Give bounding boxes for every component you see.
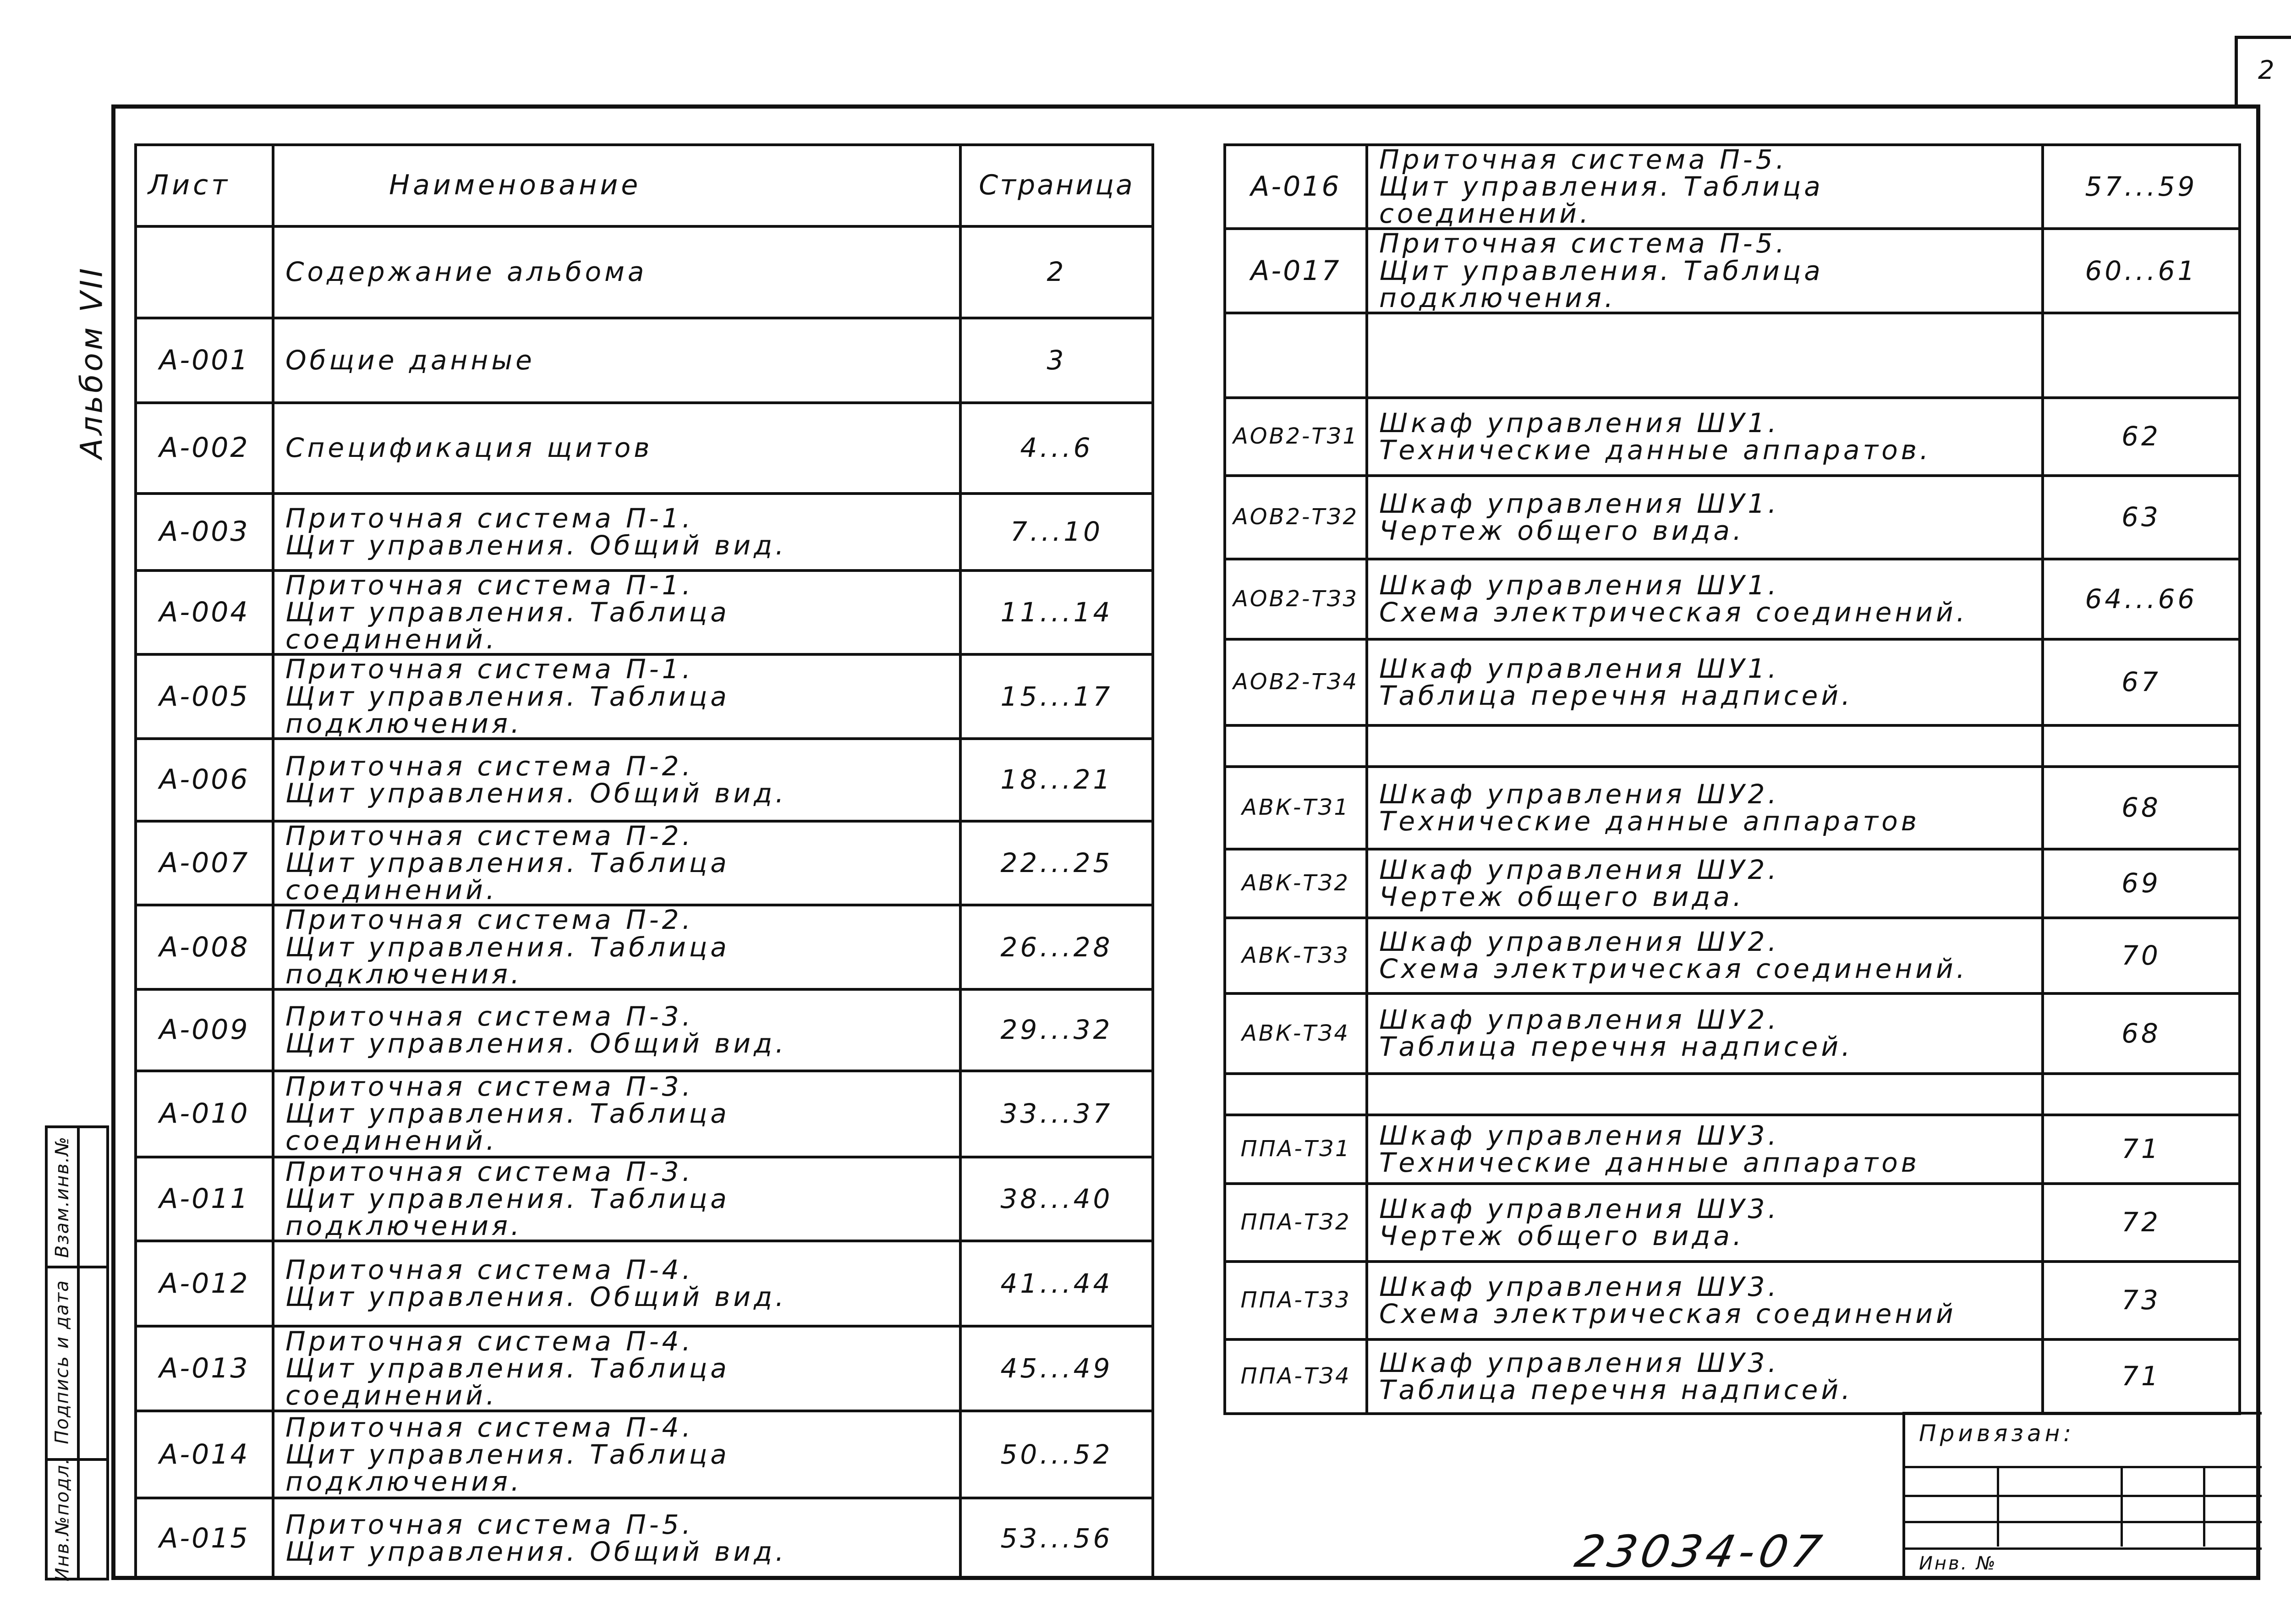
sheet-title-line: Приточная система П-5.: [1379, 145, 1788, 175]
table-row: [136, 226, 1153, 318]
sheet-title: [273, 739, 960, 821]
sheet-code: АВК-ТЗ3: [1225, 918, 1367, 993]
sheet-code: АОВ2-ТЗ1: [1225, 398, 1367, 476]
sheet-title-line: Приточная система П-4.: [285, 1326, 694, 1357]
sheet-title-line: соединений.: [285, 1125, 498, 1157]
sheet-pages: 38...40: [960, 1157, 1153, 1241]
table-row: [1225, 1339, 2240, 1414]
sheet-title-line: Шкаф управления ШУ3.: [1379, 1193, 1780, 1224]
sheet-corner-box: [2235, 36, 2291, 104]
sheet-code: ППА-ТЗ1: [1225, 1115, 1367, 1184]
sheet-code: А-012: [136, 1241, 273, 1326]
sheet-pages: 50...52: [960, 1411, 1153, 1498]
sheet-title-line: Приточная система П-3.: [285, 1071, 694, 1103]
table-row: [1225, 313, 2240, 398]
sheet-pages: 7...10: [960, 494, 1153, 571]
sheet-title-line: Щит управления. Таблица: [1379, 171, 1824, 203]
sheet-code: АОВ2-ТЗ2: [1225, 476, 1367, 559]
sheet-title-line: подключения.: [1379, 282, 1617, 313]
side-stamp-signature: Подпись и дата: [52, 1279, 73, 1444]
sheet-title-line: Чертеж общего вида.: [1379, 881, 1745, 912]
album-label-text: Альбом VII: [74, 265, 110, 459]
sheet-pages: 68: [2043, 993, 2240, 1074]
sheet-pages: 71: [2043, 1115, 2240, 1184]
album-label: [69, 247, 115, 477]
sheet-title-line: Технические данные аппаратов: [1379, 1147, 1920, 1178]
sheet-title: [1367, 229, 2043, 313]
table-row: [1225, 1074, 2240, 1115]
document-number: 23034-07: [1571, 1526, 1831, 1577]
sheet-pages: 29...32: [960, 989, 1153, 1071]
table-row: [1225, 229, 2240, 313]
table-row: [1225, 918, 2240, 993]
sheet-code: АВК-ТЗ2: [1225, 849, 1367, 918]
header-name: Наименование: [273, 145, 960, 226]
sheet-code: [1225, 313, 1367, 398]
table-row: [136, 1326, 1153, 1411]
sheet-code: А-005: [136, 654, 273, 738]
table-row: [136, 905, 1153, 989]
sheet-pages: 33...37: [960, 1071, 1153, 1157]
sheet-title-line: подключения.: [285, 1465, 523, 1497]
sheet-title-line: Щит управления. Таблица: [285, 680, 730, 712]
sheet-code: АВК-ТЗ4: [1225, 993, 1367, 1074]
table-row: [1225, 398, 2240, 476]
sheet-title: [273, 318, 960, 403]
sheet-code: А-006: [136, 739, 273, 821]
sheet-title-line: Шкаф управления ШУ1.: [1379, 570, 1780, 601]
sheet-code: А-002: [136, 403, 273, 494]
sheet-pages: 73: [2043, 1262, 2240, 1339]
contents-table-right: [1223, 143, 2241, 1415]
sheet-title: [1367, 918, 2043, 993]
sheet-code: А-004: [136, 571, 273, 654]
sheet-title-line: Щит управления. Таблица: [285, 1438, 730, 1470]
stamp-inventory-label: Инв. №: [1919, 1553, 1997, 1574]
sheet-code: А-015: [136, 1498, 273, 1579]
sheet-title-line: Щит управления. Таблица: [285, 847, 730, 879]
sheet-title-line: Схема электрическая соединений: [1379, 1298, 1957, 1329]
table-row: [1225, 849, 2240, 918]
sheet-title-line: Общие данные: [285, 344, 535, 376]
sheet-code: [136, 226, 273, 318]
sheet-code: ППА-ТЗ2: [1225, 1184, 1367, 1262]
sheet-title: [1367, 145, 2043, 229]
table-row: [1225, 1115, 2240, 1184]
header-sheet: Лист: [136, 145, 273, 226]
sheet-title-line: соединений.: [285, 874, 498, 905]
sheet-title-line: Приточная система П-3.: [285, 1000, 694, 1032]
sheet-title-line: Приточная система П-1.: [285, 654, 694, 685]
table-row: [136, 494, 1153, 571]
sheet-title-line: Щит управления. Общий вид.: [285, 1027, 787, 1059]
stamp-title: Привязан:: [1919, 1420, 2075, 1447]
sheet-code: АВК-ТЗ1: [1225, 767, 1367, 849]
table-row: [136, 318, 1153, 403]
sheet-pages: 69: [2043, 849, 2240, 918]
sheet-pages: 2: [960, 226, 1153, 318]
sheet-code: А-016: [1225, 145, 1367, 229]
sheet-title: [273, 989, 960, 1071]
sheet-pages: [2043, 1074, 2240, 1115]
sheet-title-line: соединений.: [285, 1380, 498, 1411]
table-row: [1225, 1262, 2240, 1339]
sheet-pages: 67: [2043, 639, 2240, 725]
table-row: [1225, 993, 2240, 1074]
table-row: [1225, 476, 2240, 559]
sheet-title: [273, 226, 960, 318]
sheet-code: АОВ2-ТЗ3: [1225, 559, 1367, 639]
table-row: [136, 821, 1153, 905]
sheet-title: [273, 821, 960, 905]
sheet-title-line: Щит управления. Общий вид.: [285, 530, 787, 561]
side-stamp-inventory: Инв.№подл.: [52, 1457, 73, 1582]
sheet-title: [1367, 1184, 2043, 1262]
sheet-title-line: Содержание альбома: [285, 256, 647, 288]
sheet-title-line: Шкаф управления ШУ2.: [1379, 1004, 1780, 1036]
sheet-title-line: Приточная система П-1.: [285, 571, 694, 601]
sheet-title-line: Щит управления. Таблица: [285, 1098, 730, 1130]
sheet-pages: 68: [2043, 767, 2240, 849]
table-row: [136, 403, 1153, 494]
sheet-title: [273, 571, 960, 654]
sheet-code: [1225, 725, 1367, 767]
sheet-code: А-013: [136, 1326, 273, 1411]
sheet-title-line: Технические данные аппаратов.: [1379, 434, 1932, 466]
sheet-title-line: Шкаф управления ШУ2.: [1379, 854, 1780, 885]
table-row: [1225, 767, 2240, 849]
sheet-code: АОВ2-ТЗ4: [1225, 639, 1367, 725]
sheet-pages: 53...56: [960, 1498, 1153, 1579]
sheet-title-line: Шкаф управления ШУ1.: [1379, 653, 1780, 684]
sheet-title-line: Щит управления. Общий вид.: [285, 1536, 787, 1568]
sheet-code: А-008: [136, 905, 273, 989]
sheet-title-line: Чертеж общего вида.: [1379, 515, 1745, 546]
sheet-title: [273, 654, 960, 738]
sheet-code: ППА-ТЗ3: [1225, 1262, 1367, 1339]
sheet-title-line: Приточная система П-3.: [285, 1157, 694, 1187]
sheet-pages: 60...61: [2043, 229, 2240, 313]
table-row: [1225, 145, 2240, 229]
sheet-title-line: Щит управления. Таблица: [285, 1353, 730, 1384]
sheet-title: [273, 905, 960, 989]
sheet-title-line: Таблица перечня надписей.: [1379, 1031, 1853, 1063]
sheet-pages: 64...66: [2043, 559, 2240, 639]
sheet-title-line: Приточная система П-5.: [285, 1509, 694, 1541]
sheet-title: [1367, 725, 2043, 767]
sheet-title-line: Шкаф управления ШУ2.: [1379, 926, 1780, 958]
sheet-title-line: Приточная система П-2.: [285, 750, 694, 782]
sheet-pages: 70: [2043, 918, 2240, 993]
sheet-title-line: Щит управления. Общий вид.: [285, 777, 787, 809]
sheet-code: А-014: [136, 1411, 273, 1498]
sheet-title-line: Шкаф управления ШУ1.: [1379, 488, 1780, 519]
sheet-code: А-017: [1225, 229, 1367, 313]
table-row: [136, 989, 1153, 1071]
side-stamp: [45, 1125, 109, 1580]
sheet-number: 2: [2258, 55, 2275, 85]
sheet-title: [1367, 767, 2043, 849]
sheet-pages: 3: [960, 318, 1153, 403]
table-header-row: [136, 145, 1153, 226]
sheet-pages: 22...25: [960, 821, 1153, 905]
sheet-title-line: подключения.: [285, 1210, 523, 1241]
sheet-pages: [2043, 313, 2240, 398]
sheet-code: А-009: [136, 989, 273, 1071]
header-page: Страница: [960, 145, 1153, 226]
sheet-pages: 11...14: [960, 571, 1153, 654]
sheet-code: А-010: [136, 1071, 273, 1157]
sheet-title-line: Таблица перечня надписей.: [1379, 1374, 1853, 1405]
sheet-title-line: Шкаф управления ШУ3.: [1379, 1271, 1780, 1302]
sheet-title-line: Приточная система П-1.: [285, 502, 694, 534]
table-row: [1225, 1184, 2240, 1262]
sheet-pages: 57...59: [2043, 145, 2240, 229]
sheet-title: [1367, 993, 2043, 1074]
sheet-title-line: Щит управления. Таблица: [285, 931, 730, 963]
table-row: [136, 1157, 1153, 1241]
sheet-code: А-003: [136, 494, 273, 571]
sheet-title-line: Приточная система П-4.: [285, 1411, 694, 1443]
sheet-pages: 71: [2043, 1339, 2240, 1414]
table-row: [136, 1498, 1153, 1579]
sheet-title-line: Таблица перечня надписей.: [1379, 680, 1853, 711]
sheet-title: [1367, 559, 2043, 639]
sheet-title: [1367, 639, 2043, 725]
sheet-code: А-001: [136, 318, 273, 403]
sheet-title-line: подключения.: [285, 708, 523, 739]
sheet-title: [1367, 1115, 2043, 1184]
sheet-title-line: соединений.: [1379, 198, 1592, 229]
sheet-title-line: Щит управления. Таблица: [285, 597, 730, 628]
sheet-title-line: Технические данные аппаратов: [1379, 805, 1920, 837]
table-row: [136, 739, 1153, 821]
side-stamp-replacement: Взам.инв.№: [52, 1136, 73, 1258]
sheet-title: [273, 1071, 960, 1157]
contents-table-left: [134, 143, 1154, 1580]
sheet-title-line: соединений.: [285, 624, 498, 655]
sheet-pages: [2043, 725, 2240, 767]
table-row: [136, 1241, 1153, 1326]
sheet-title: [1367, 398, 2043, 476]
sheet-title: [273, 1157, 960, 1241]
sheet-title-line: Шкаф управления ШУ3.: [1379, 1347, 1780, 1378]
sheet-title: [1367, 1074, 2043, 1115]
sheet-title-line: Щит управления. Таблица: [1379, 255, 1824, 286]
sheet-code: [1225, 1074, 1367, 1115]
sheet-title-line: Приточная система П-2.: [285, 821, 694, 851]
sheet-pages: 18...21: [960, 739, 1153, 821]
sheet-title-line: Шкаф управления ШУ1.: [1379, 407, 1780, 439]
sheet-title: [273, 1326, 960, 1411]
sheet-pages: 63: [2043, 476, 2240, 559]
sheet-title-line: Схема электрическая соединений.: [1379, 597, 1968, 628]
sheet-title-line: Схема электрическая соединений.: [1379, 953, 1968, 985]
sheet-title: [273, 1411, 960, 1498]
sheet-pages: 26...28: [960, 905, 1153, 989]
table-row: [136, 571, 1153, 654]
table-row: [136, 1071, 1153, 1157]
sheet-title: [273, 494, 960, 571]
binding-stamp: [1902, 1412, 2262, 1577]
sheet-title-line: Приточная система П-2.: [285, 905, 694, 936]
sheet-title-line: Приточная система П-4.: [285, 1254, 694, 1286]
sheet-pages: 41...44: [960, 1241, 1153, 1326]
sheet-title-line: Шкаф управления ШУ2.: [1379, 778, 1780, 810]
sheet-title-line: Щит управления. Общий вид.: [285, 1281, 787, 1313]
sheet-code: А-007: [136, 821, 273, 905]
sheet-title: [273, 403, 960, 494]
table-row: [136, 654, 1153, 738]
sheet-code: ППА-ТЗ4: [1225, 1339, 1367, 1414]
sheet-title-line: Приточная система П-5.: [1379, 229, 1788, 259]
table-row: [1225, 639, 2240, 725]
sheet-title: [1367, 849, 2043, 918]
sheet-title: [1367, 1339, 2043, 1414]
sheet-title-line: Чертеж общего вида.: [1379, 1220, 1745, 1251]
sheet-title: [273, 1241, 960, 1326]
sheet-title: [1367, 313, 2043, 398]
sheet-title: [1367, 1262, 2043, 1339]
sheet-pages: 72: [2043, 1184, 2240, 1262]
sheet-title-line: Шкаф управления ШУ3.: [1379, 1119, 1780, 1151]
table-row: [136, 1411, 1153, 1498]
sheet-title-line: Спецификация щитов: [285, 432, 653, 464]
sheet-pages: 4...6: [960, 403, 1153, 494]
sheet-title-line: Щит управления. Таблица: [285, 1183, 730, 1215]
sheet-title: [1367, 476, 2043, 559]
sheet-title: [273, 1498, 960, 1579]
table-row: [1225, 725, 2240, 767]
side-stamp-divider: [77, 1128, 80, 1578]
sheet-pages: 15...17: [960, 654, 1153, 738]
sheet-code: А-011: [136, 1157, 273, 1241]
sheet-pages: 45...49: [960, 1326, 1153, 1411]
sheet-pages: 62: [2043, 398, 2240, 476]
table-row: [1225, 559, 2240, 639]
sheet-title-line: подключения.: [285, 958, 523, 989]
